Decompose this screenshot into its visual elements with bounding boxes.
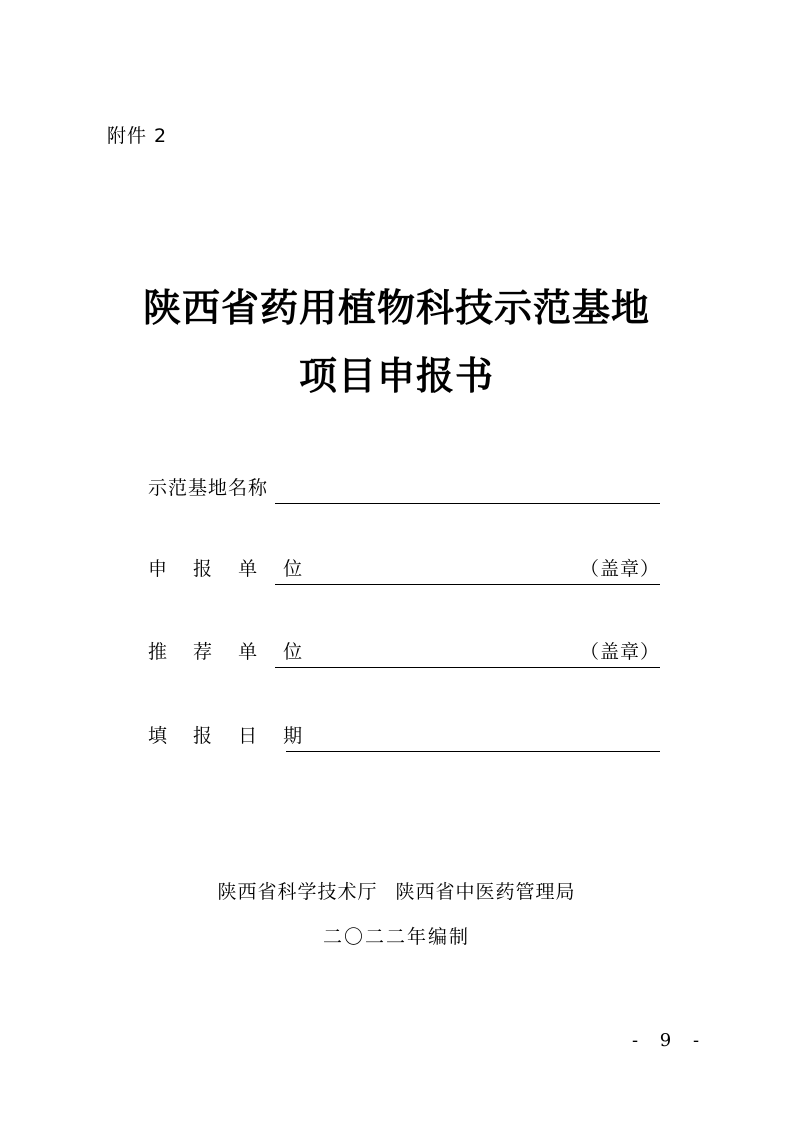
page-number: - 9 -	[632, 1030, 708, 1051]
field-label-recommending-unit: 推 荐 单 位	[148, 641, 313, 663]
field-stamp-applicant-unit: （盖章）	[579, 558, 660, 580]
field-underline-demo-base-name	[275, 503, 660, 504]
field-demo-base-name	[148, 474, 660, 504]
field-stamp-recommending-unit: （盖章）	[579, 641, 660, 663]
field-applicant-unit	[148, 555, 660, 585]
field-label-applicant-unit: 申 报 单 位	[148, 558, 313, 580]
issuer-org-tcm-bureau: 陕西省中医药管理局	[395, 881, 576, 903]
document-title-line-2: 项目申报书	[298, 353, 494, 398]
attachment-label: 附件 2	[107, 125, 168, 147]
field-label-fill-date: 填 报 日 期	[148, 725, 313, 747]
field-underline-recommending-unit	[275, 667, 660, 668]
field-fill-date	[148, 722, 660, 752]
field-underline-fill-date	[286, 751, 660, 752]
field-underline-applicant-unit	[275, 584, 660, 585]
issue-date: 二〇二二年编制	[322, 926, 470, 948]
issuer-org-science-department: 陕西省科学技术厅	[217, 881, 378, 903]
field-label-demo-base-name: 示范基地名称	[148, 477, 269, 499]
field-recommending-unit	[148, 638, 660, 668]
document-title-line-1: 陕西省药用植物科技示范基地	[142, 285, 650, 330]
issuer-organizations	[0, 880, 793, 904]
